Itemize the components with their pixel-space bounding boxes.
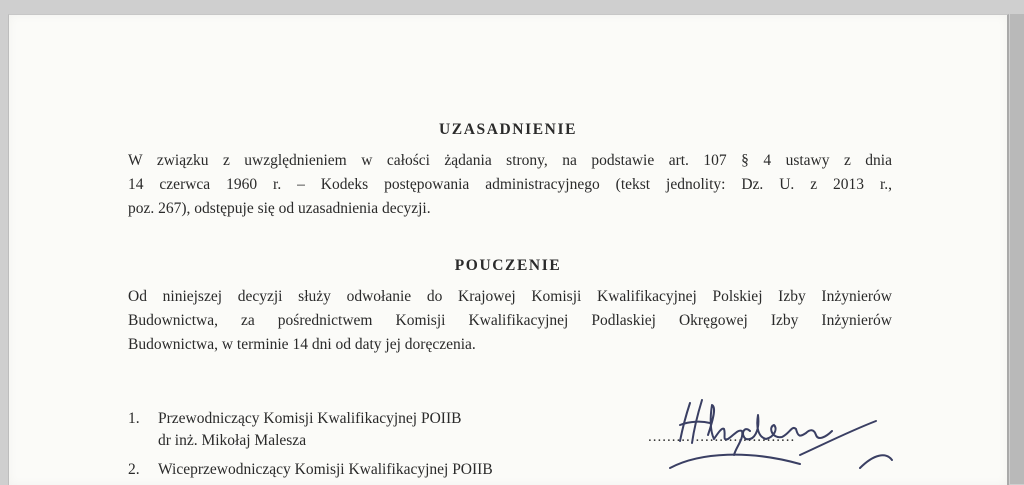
justification-heading: UZASADNIENIE <box>438 121 578 138</box>
signatory-number: 2. <box>128 461 140 478</box>
justification-line: poz. 267), odstępuje się od uzasadnienia decyzji. <box>128 200 431 217</box>
justification-line: W związku z uwzględnieniem w całości żądania strony, na podstawie art. 107 § 4 ustawy z dnia <box>128 152 892 169</box>
justification-paragraph <box>128 149 892 221</box>
signatory-2 <box>128 459 493 481</box>
signatory-role: Wiceprzewodniczący Komisji Kwalifikacyjnej POIIB <box>158 461 493 478</box>
instruction-line: Budownictwa, za pośrednictwem Komisji Kwalifikacyjnej Podlaskiej Okręgowej Izby Inżynierów <box>128 312 892 329</box>
instruction-paragraph <box>128 285 892 357</box>
signatory-1 <box>128 408 461 452</box>
instruction-line: Budownictwa, w terminie 14 dni od daty jej doręczenia. <box>128 336 476 353</box>
signatory-name: dr inż. Mikołaj Malesza <box>158 432 307 449</box>
instruction-line: Od niniejszej decyzji służy odwołanie do Krajowej Komisji Kwalifikacyjnej Polskiej Izby Inżynierów <box>128 288 892 305</box>
instruction-heading: POUCZENIE <box>454 257 562 274</box>
page-edge <box>1010 14 1024 484</box>
second-signature <box>660 448 900 470</box>
signatory-role: Przewodniczący Komisji Kwalifikacyjnej POIIB <box>158 410 462 427</box>
signature-line: ............................... <box>648 429 796 445</box>
justification-line: 14 czerwca 1960 r. – Kodeks postępowania administracyjnego (tekst jednolity: Dz. U. z 2013 r., <box>128 176 892 193</box>
signatory-number: 1. <box>128 410 140 427</box>
